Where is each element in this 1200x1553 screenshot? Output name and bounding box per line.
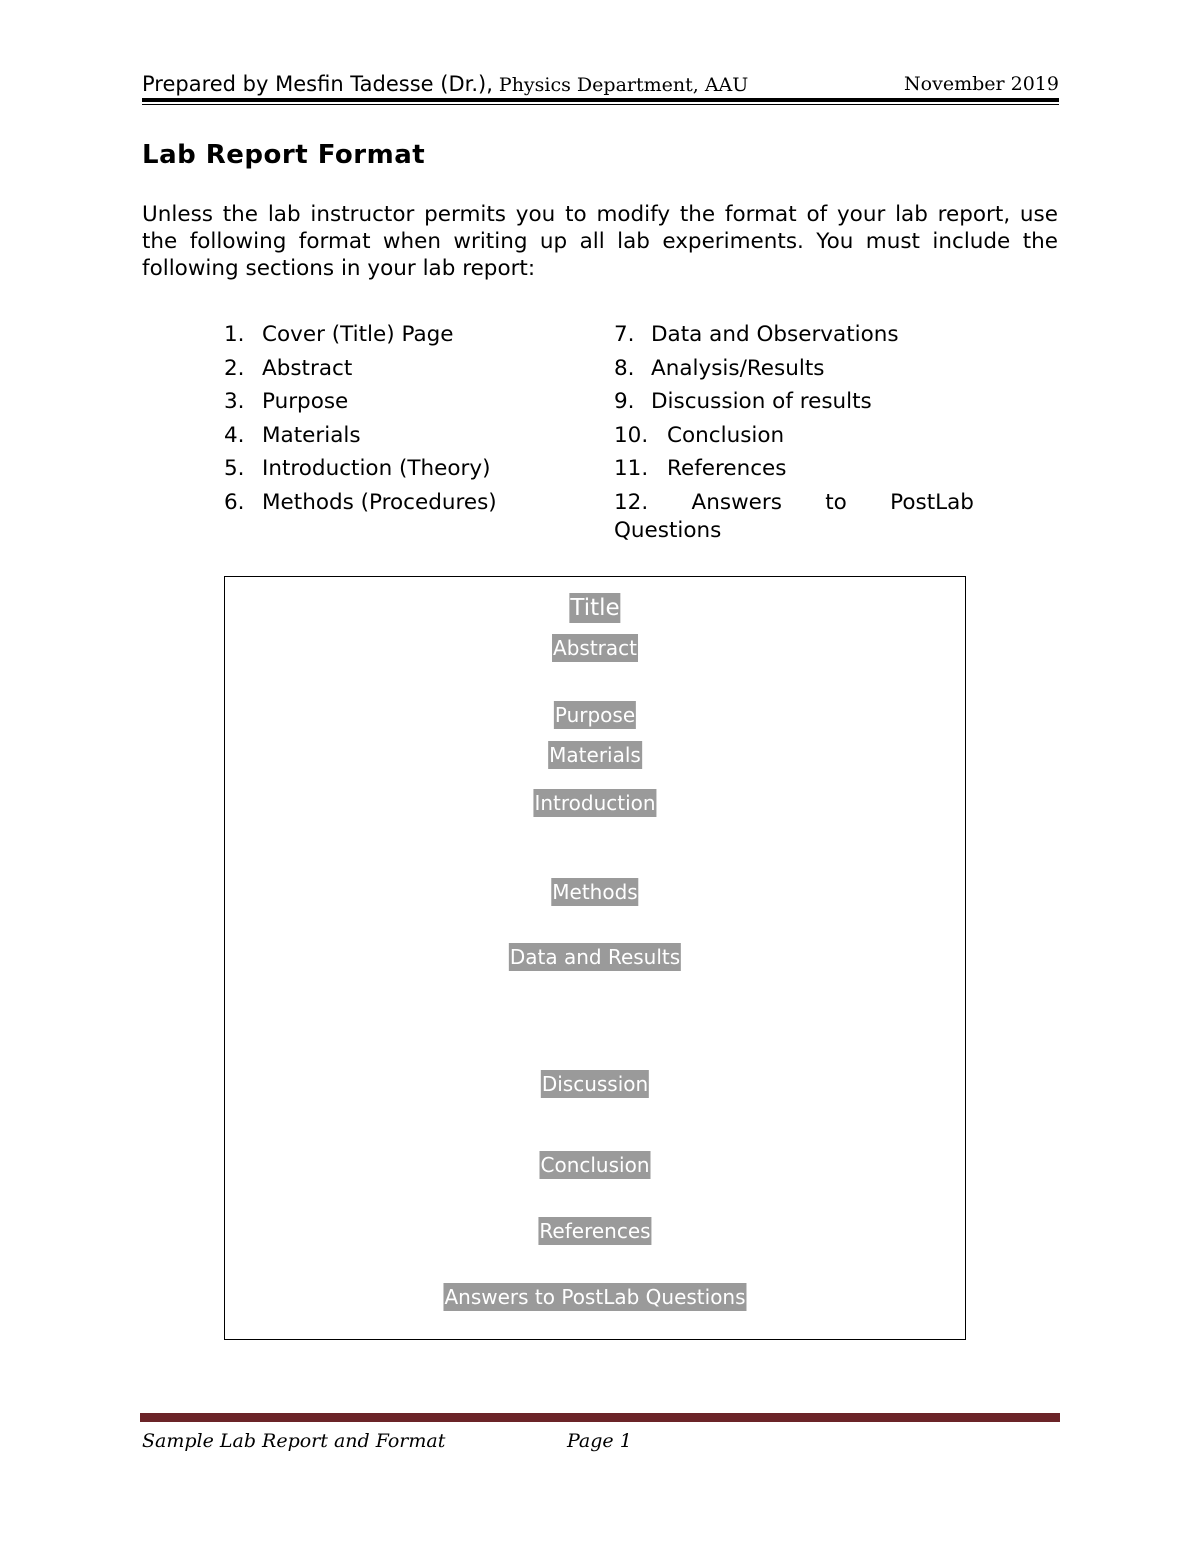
list-item-number: 5. — [224, 456, 245, 481]
list-item — [614, 352, 974, 386]
diagram-label-materials: Materials — [549, 743, 641, 767]
list-item-number: 7. — [614, 322, 635, 347]
diagram-label-discussion: Discussion — [541, 1072, 649, 1096]
diagram-label-conclusion: Conclusion — [540, 1153, 650, 1177]
header-date: November 2019 — [904, 73, 1059, 95]
header-rule-thick — [142, 98, 1059, 102]
intro-paragraph: Unless the lab instructor permits you to modify the format of your lab report, use the following format when writing up all lab experiments. You must include the following sections in your lab report: — [142, 202, 1058, 281]
list-item-number: 1. — [224, 322, 245, 347]
page-title: Lab Report Format — [142, 140, 426, 170]
list-item-number: 6. — [224, 489, 245, 515]
sections-list-left — [224, 318, 497, 519]
list-item-label: Discussion of results — [651, 389, 872, 414]
list-item-number: 8. — [614, 355, 635, 381]
list-item-word: to — [825, 489, 847, 515]
list-item-number: 12. — [614, 489, 649, 515]
list-item-word: Answers — [691, 489, 782, 515]
list-item-label: Purpose — [262, 389, 349, 414]
list-item-label: Conclusion — [667, 422, 785, 448]
diagram-label-title: Title — [570, 595, 620, 621]
diagram-label-references: References — [539, 1219, 651, 1243]
list-item — [614, 486, 974, 545]
list-item-word: PostLab — [890, 489, 974, 515]
list-item-label: Analysis/Results — [651, 355, 825, 381]
list-item-number: 11. — [614, 456, 649, 481]
list-item-number: 4. — [224, 422, 245, 448]
header-rule-thin — [142, 104, 1059, 105]
list-item-label: Cover (Title) Page — [262, 322, 454, 347]
header-author — [142, 72, 748, 96]
list-item — [224, 352, 497, 386]
diagram-label-abstract: Abstract — [553, 636, 637, 660]
list-item-label: Data and Observations — [651, 322, 899, 347]
list-item — [224, 419, 497, 453]
diagram-label-data-results: Data and Results — [509, 945, 681, 969]
list-item — [224, 486, 497, 520]
list-item-label: Introduction (Theory) — [262, 456, 491, 481]
list-item — [614, 419, 974, 453]
list-item-label: Methods (Procedures) — [262, 489, 497, 515]
diagram-label-answers: Answers to PostLab Questions — [444, 1285, 746, 1309]
list-item — [614, 385, 974, 419]
list-item — [224, 385, 497, 419]
list-item — [614, 318, 974, 352]
list-item-number: 10. — [614, 422, 649, 448]
footer-page-number: Page 1 — [567, 1430, 632, 1452]
header-department: Physics Department, AAU — [492, 74, 749, 96]
list-item — [224, 452, 497, 486]
diagram-label-introduction: Introduction — [534, 791, 656, 815]
page-header — [142, 70, 1059, 100]
list-item — [614, 452, 974, 486]
list-item-number: 2. — [224, 355, 245, 381]
author-name: Prepared by Mesfin Tadesse (Dr.), — [142, 72, 493, 96]
list-item-label: Abstract — [262, 355, 353, 381]
sections-list-right — [614, 318, 974, 545]
list-item — [224, 318, 497, 352]
list-item-number: 9. — [614, 389, 635, 414]
diagram-label-methods: Methods — [552, 880, 638, 904]
list-item-number: 3. — [224, 389, 245, 414]
footer-rule — [140, 1413, 1060, 1422]
footer-document-title: Sample Lab Report and Format — [142, 1430, 446, 1452]
list-item-label: References — [667, 456, 787, 481]
list-item-continuation: Questions — [614, 517, 722, 543]
report-structure-diagram — [224, 576, 966, 1340]
list-item-label: Materials — [262, 422, 361, 448]
diagram-label-purpose: Purpose — [554, 703, 636, 727]
